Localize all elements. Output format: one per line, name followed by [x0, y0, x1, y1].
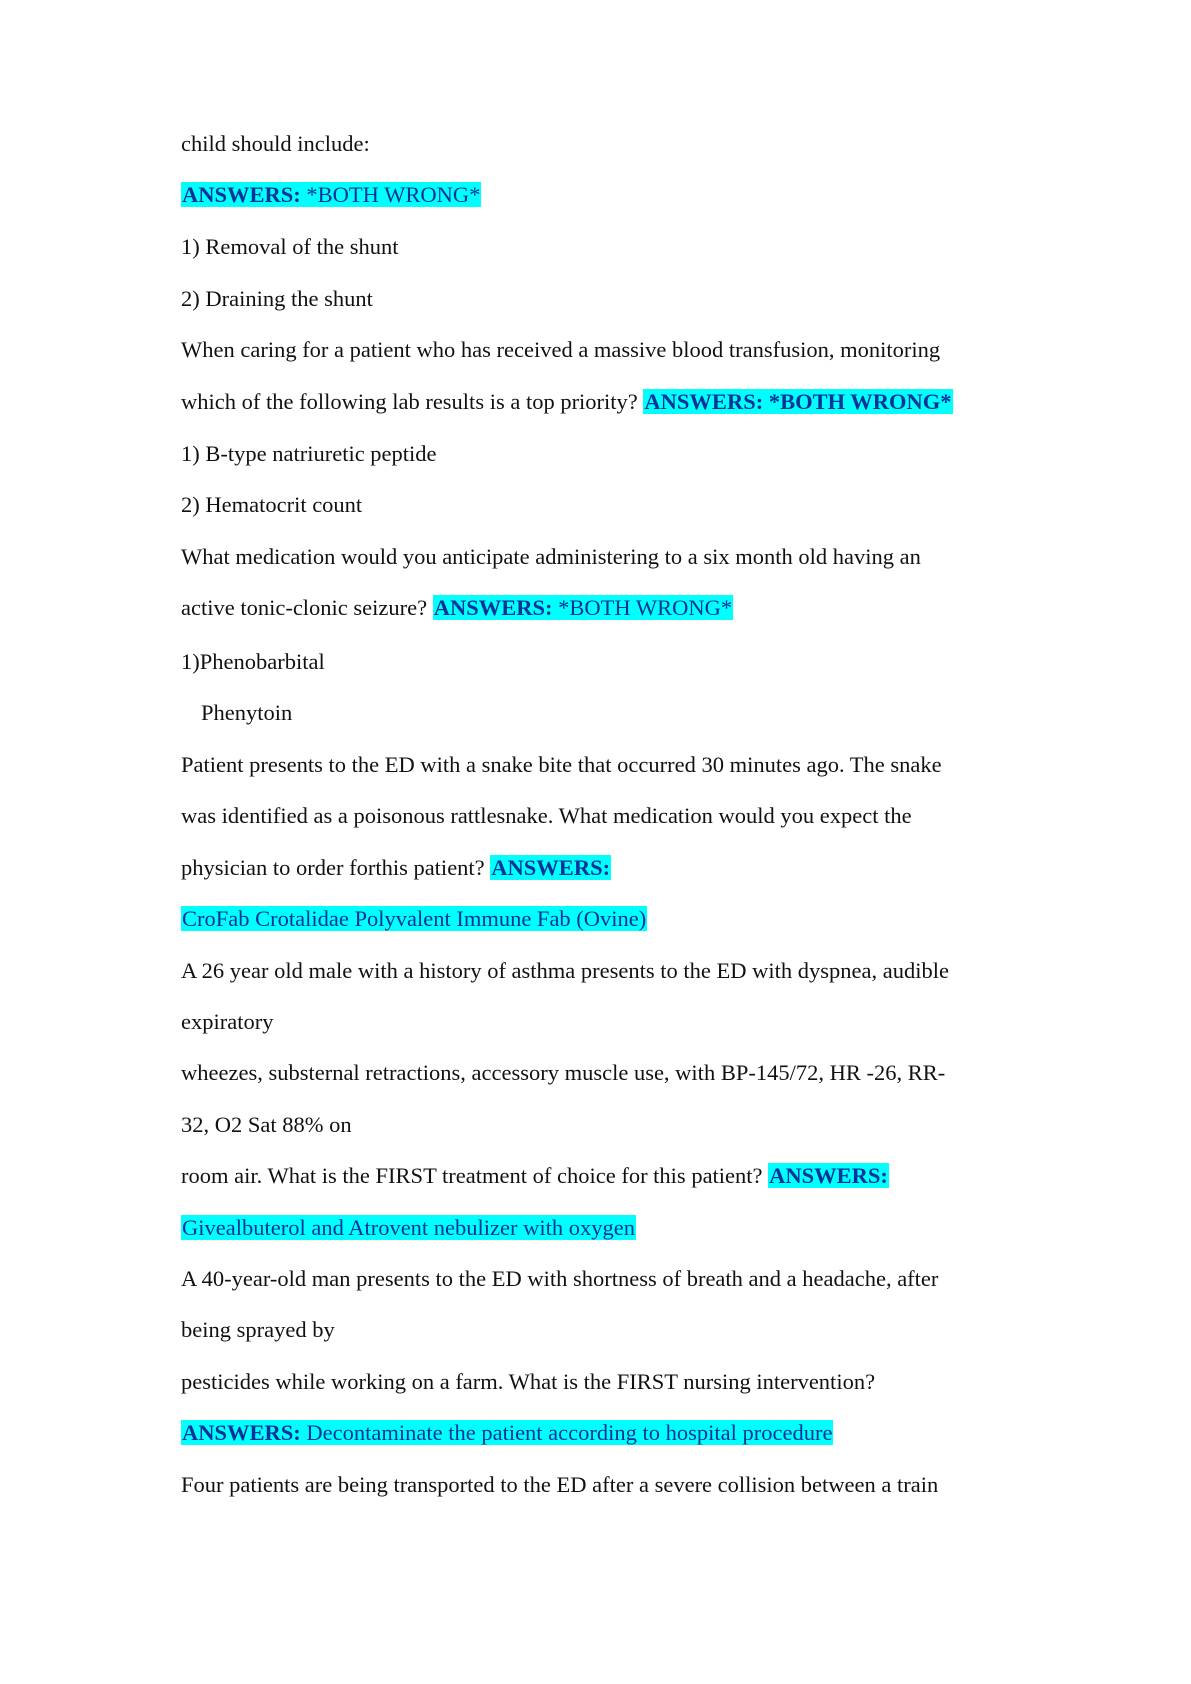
question-text: 32, O2 Sat 88% on: [181, 1112, 352, 1137]
question-text: Patient presents to the ED with a snake bite that occurred 30 minutes ago. The snake: [181, 752, 942, 777]
question-text: being sprayed by: [181, 1317, 335, 1342]
option-text: 2) Hematocrit count: [181, 492, 363, 517]
answers-label: ANSWERS:: [491, 855, 611, 880]
answer-text: *BOTH WRONG*: [300, 182, 481, 207]
answer-line: [181, 1419, 833, 1447]
answer-highlight: [490, 855, 611, 880]
answer-line: [181, 181, 481, 209]
answer-line: [181, 1214, 636, 1242]
question-text: [181, 594, 733, 622]
question-fragment: room air. What is the FIRST treatment of choice for this patient?: [181, 1163, 769, 1188]
question-text: When caring for a patient who has received a massive blood transfusion, monitoring: [181, 337, 941, 362]
answer-highlight: [181, 1420, 833, 1445]
question-text: What medication would you anticipate administering to a six month old having an: [181, 544, 921, 569]
question-fragment: physician to order forthis patient?: [181, 855, 491, 880]
option-text: 1) Removal of the shunt: [181, 234, 399, 259]
answer-text: Decontaminate the patient according to hospital procedure: [300, 1420, 833, 1445]
answer-highlight: [433, 595, 733, 620]
option-text: 1) B-type natriuretic peptide: [181, 441, 437, 466]
question-fragment: active tonic-clonic seizure?: [181, 595, 433, 620]
answers-label: ANSWERS:: [182, 182, 301, 207]
question-text: [181, 854, 611, 882]
question-text: [181, 388, 953, 416]
question-text: Four patients are being transported to the ED after a severe collision between a train: [181, 1472, 939, 1497]
question-text: wheezes, substernal retractions, accessory muscle use, with BP-145/72, HR -26, RR-: [181, 1060, 946, 1085]
answer-highlight: [181, 182, 481, 207]
answer-text: Givealbuterol and Atrovent nebulizer with oxygen: [182, 1215, 635, 1240]
answer-line: [181, 905, 647, 933]
answers-label: ANSWERS:: [182, 1420, 301, 1445]
question-text: pesticides while working on a farm. What is the FIRST nursing intervention?: [181, 1369, 876, 1394]
answer-highlight: [768, 1163, 889, 1188]
question-text: [181, 1162, 889, 1190]
answers-label: ANSWERS:: [433, 595, 553, 620]
question-text: was identified as a poisonous rattlesnake. What medication would you expect the: [181, 803, 912, 828]
question-text: A 40-year-old man presents to the ED with shortness of breath and a headache, after: [181, 1266, 939, 1291]
answers-label: ANSWERS: *BOTH WRONG*: [644, 389, 952, 414]
option-text: 1)Phenobarbital: [181, 649, 325, 674]
question-fragment: which of the following lab results is a top priority?: [181, 389, 644, 414]
question-text: A 26 year old male with a history of asthma presents to the ED with dyspnea, audible: [181, 958, 949, 983]
option-text: Phenytoin: [201, 700, 293, 725]
question-text: expiratory: [181, 1009, 274, 1034]
answer-text: CroFab Crotalidae Polyvalent Immune Fab (Ovine): [182, 906, 647, 931]
answers-label: ANSWERS:: [769, 1163, 888, 1188]
answer-text: *BOTH WRONG*: [552, 595, 733, 620]
question-text: child should include:: [181, 131, 370, 156]
answer-highlight: [643, 389, 952, 414]
option-text: 2) Draining the shunt: [181, 286, 373, 311]
